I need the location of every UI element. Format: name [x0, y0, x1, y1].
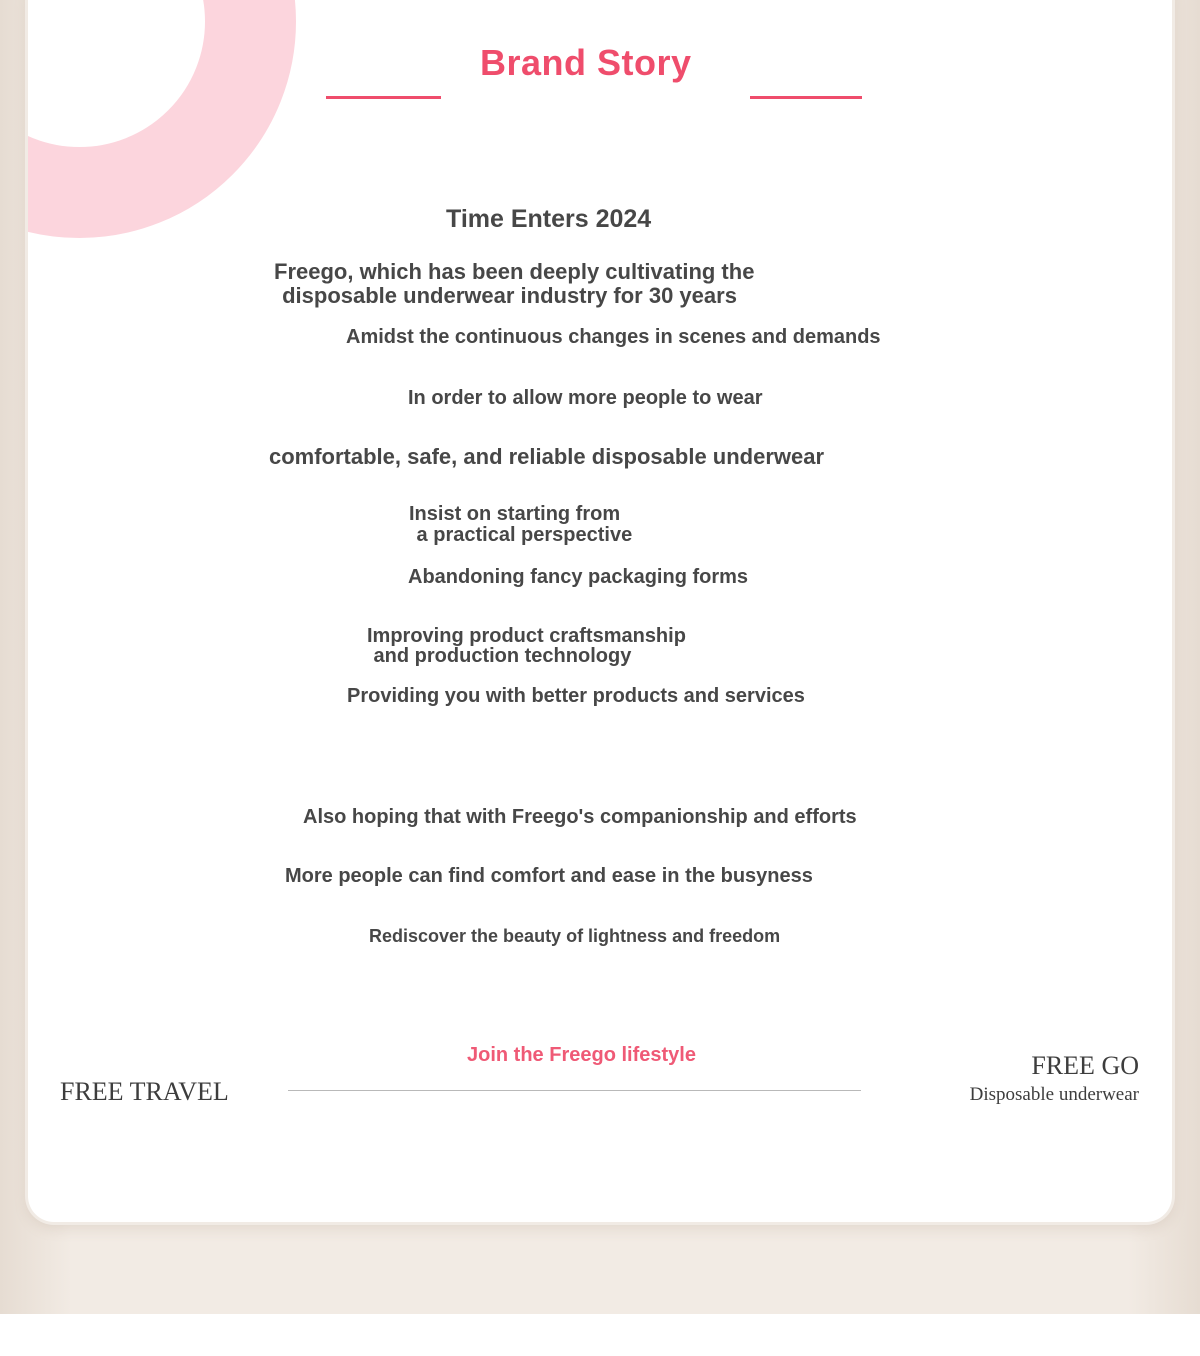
story-line: Rediscover the beauty of lightness and freedom [369, 926, 781, 946]
story-line: a practical perspective [411, 524, 633, 546]
story-line: comfortable, safe, and reliable disposable underwear [269, 444, 825, 469]
story-line: and production technology [368, 645, 632, 667]
brand-story-title: Brand Story [480, 42, 692, 83]
story-line: Insist on starting from [409, 503, 621, 525]
title-rule-right [750, 96, 862, 99]
brand-story-card [28, 0, 1172, 1222]
story-line: disposable underwear industry for 30 years [276, 283, 737, 308]
story-line: Freego, which has been deeply cultivating the [274, 259, 755, 284]
disposable-underwear-subtitle: Disposable underwear [969, 1084, 1139, 1105]
footer-divider [288, 1090, 861, 1091]
story-line: Abandoning fancy packaging forms [408, 566, 749, 588]
story-line: In order to allow more people to wear [408, 387, 763, 409]
story-line: More people can find comfort and ease in the busyness [285, 865, 813, 887]
story-line: Amidst the continuous changes in scenes and demands [346, 326, 881, 348]
story-line: Also hoping that with Freego's companionship and efforts [303, 806, 857, 828]
story-line: Providing you with better products and services [347, 685, 805, 707]
join-lifestyle-link[interactable]: Join the Freego lifestyle [467, 1044, 696, 1066]
story-heading: Time Enters 2024 [446, 205, 652, 233]
free-go-brand: FREE GO [1031, 1051, 1139, 1080]
free-travel-tag: FREE TRAVEL [60, 1077, 229, 1106]
decorative-pink-ring [28, 0, 296, 238]
title-rule-left [326, 96, 441, 99]
story-line: Improving product craftsmanship [367, 625, 686, 647]
